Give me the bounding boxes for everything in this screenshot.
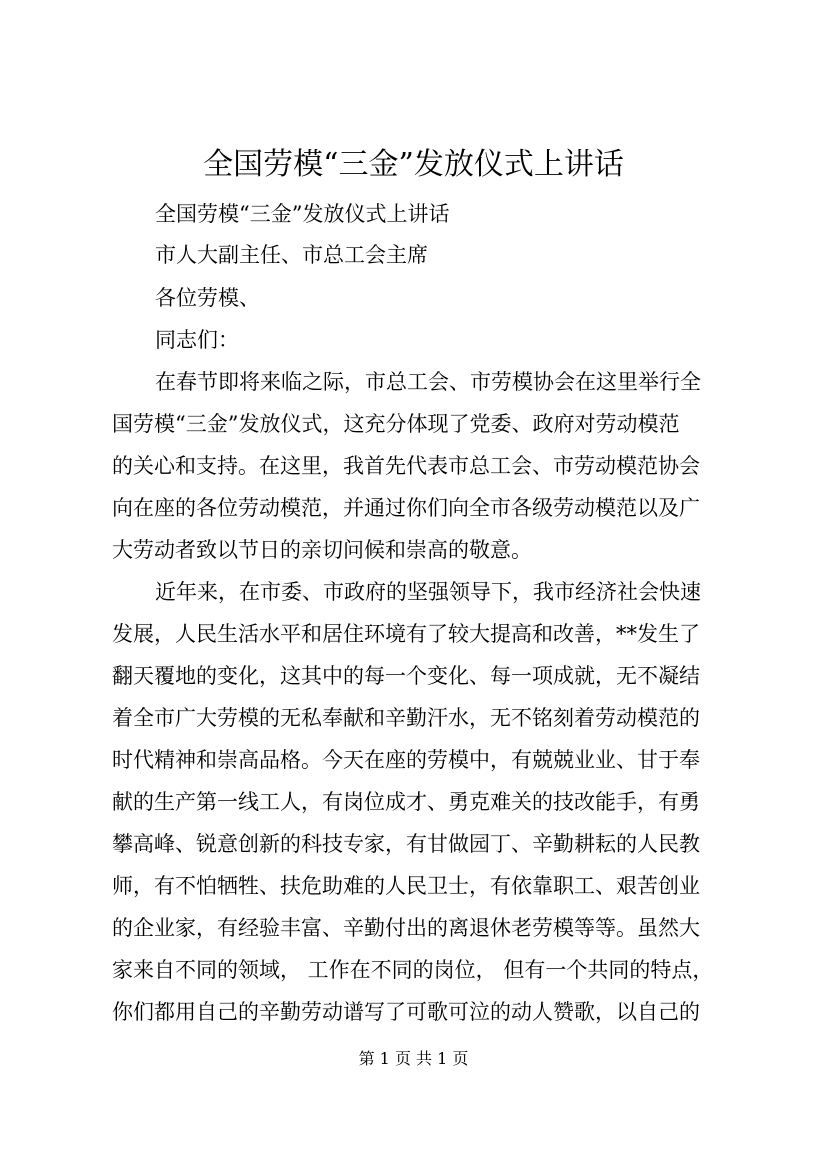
paragraph-line: 大劳动者致以节日的亲切问候和崇高的敬意。 bbox=[112, 538, 532, 562]
paragraph-line: 发展，人民生活水平和居住环境有了较大提高和改善，**发生了 bbox=[112, 622, 700, 646]
paragraph-line: 着全市广大劳模的无私奉献和辛勤汗水，无不铭刻着劳动模范的 bbox=[112, 706, 700, 730]
subtitle-line: 全国劳模“三金”发放仪式上讲话 bbox=[155, 202, 450, 226]
paragraph-line: 国劳模“三金”发放仪式，这充分体现了党委、政府对劳动模范 bbox=[112, 412, 680, 436]
salutation-line: 各位劳模、 bbox=[155, 286, 260, 310]
paragraph-line: 近年来，在市委、市政府的坚强领导下，我市经济社会快速 bbox=[155, 580, 701, 604]
paragraph-line: 向在座的各位劳动模范，并通过你们向全市各级劳动模范以及广 bbox=[112, 496, 700, 520]
paragraph-line: 献的生产第一线工人，有岗位成才、勇克难关的技改能手，有勇 bbox=[112, 790, 700, 814]
paragraph-line: 的企业家，有经验丰富、辛勤付出的离退休老劳模等等。虽然大 bbox=[112, 916, 700, 940]
paragraph-line: 翻天覆地的变化，这其中的每一个变化、每一项成就，无不凝结 bbox=[112, 664, 700, 688]
paragraph-line: 在春节即将来临之际，市总工会、市劳模协会在这里举行全 bbox=[155, 370, 701, 394]
speaker-line: 市人大副主任、市总工会主席 bbox=[155, 243, 428, 267]
paragraph-line: 家来自不同的领域， 工作在不同的岗位， 但有一个共同的特点， bbox=[112, 958, 714, 982]
paragraph-line: 时代精神和崇高品格。今天在座的劳模中，有兢兢业业、甘于奉 bbox=[112, 748, 700, 772]
document-title: 全国劳模“三金”发放仪式上讲话 bbox=[203, 147, 624, 182]
paragraph-line: 你们都用自己的辛勤劳动谱写了可歌可泣的动人赞歌，以自己的 bbox=[112, 1000, 700, 1024]
page-number: 第 1 页 共 1 页 bbox=[358, 1049, 469, 1068]
paragraph-line: 师，有不怕牺牲、扶危助难的人民卫士，有依靠职工、艰苦创业 bbox=[112, 874, 700, 898]
paragraph-line: 的关心和支持。在这里，我首先代表市总工会、市劳动模范协会 bbox=[112, 454, 700, 478]
salutation-line: 同志们： bbox=[155, 328, 239, 352]
paragraph-line: 攀高峰、锐意创新的科技专家，有甘做园丁、辛勤耕耘的人民教 bbox=[112, 832, 700, 856]
